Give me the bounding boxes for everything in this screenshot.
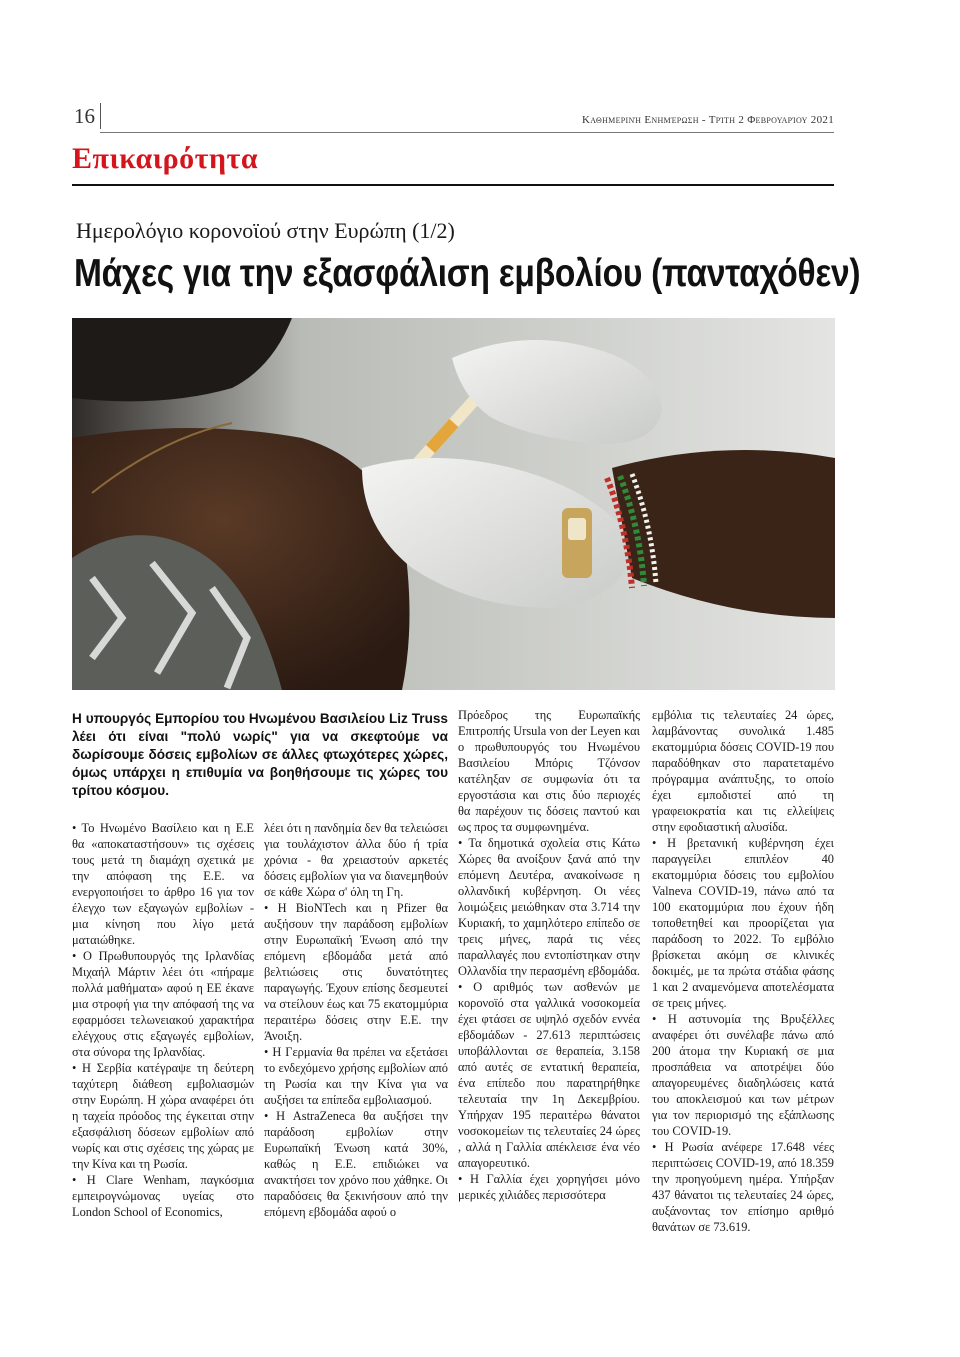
running-head: Καθημερινή Ενημέρωση - Τρίτη 2 Φεβρουαρίου 2021 [582,114,834,126]
section-rule [72,184,834,186]
page-number: 16 [74,104,95,128]
paragraph: • Η βρετανική κυβέρνηση έχει παραγγείλει επιπλέον 40 εκατομμύρια δόσεις του εμβολίου Valneva COVID-19, πάνω από τα 100 εκατομμύρια που έχουν ήδη τοποθετηθεί και προορίζεται για παράδοση το 2022. Το εμβόλιο βρίσκεται ακόμη σε κλινικές δοκιμές, με τα πρώτα στάδια φάσης 1 και 2 αναμενόμενα αποτελέσματα σε τρεις μήνες. [652,836,834,1010]
paragraph: • Η Γερμανία θα πρέπει να εξετάσει το ενδεχόμενο χρήσης εμβολίων από τη Ρωσία και την Κίνα για να αυξήσει τα επίπεδα εμβολιασμού. [264,1045,448,1107]
paragraph: εμβόλια τις τελευταίες 24 ώρες, λαμβάνοντας συνολικά 1.485 εκατομμύρια δόσεις COVID-19 που παραδόθηκαν στο παρατεταμένο πρόγραμμα ανάπτυξης, το οποίο έχει εμποδιστεί από τη γραφειοκρατία και τις ελλείψεις στην εφοδιαστική αλυσίδα. [652,708,834,834]
paragraph: • Η Ρωσία ανέφερε 17.648 νέες περιπτώσεις COVID-19, από 18.359 την προηγούμενη ημέρα. Υπήρξαν 437 θάνατοι τις τελευταίες 24 ώρες, αυξάνοντας τον επίσημο αριθμό θανάτων σε 73.619. [652,1140,834,1234]
paragraph: • Ο αριθμός των ασθενών με κορονοϊό στα γαλλικά νοσοκομεία έχει φτάσει σε υψηλό σχεδόν εννέα εβδομάδων - 27.613 περιπτώσεις υποβάλλονται σε θεραπεία, 3.158 από αυτές σε εντατική θεραπεία, ένα επίπεδο που παρατηρήθηκε τελευταία την 1η Δεκεμβρίου. Υπήρχαν 195 περαιτέρω θάνατοι νοσοκομείων τις τελευταίες 24 ώρες , αλλά η Γαλλία απέκλεισε ένα νέο απαγορευτικό. [458,980,640,1170]
page-number-divider [100,103,101,129]
article-headline: Μάχες για την εξασφάλιση εμβολίου (πανταχόθεν) [74,252,861,295]
paragraph: • Η AstraZeneca θα αυξήσει την παράδοση εμβολίων στην Ευρωπαϊκή Ένωση κατά 30%, καθώς η Ε.Ε. επιδιώκει να ανακτήσει τον χρόνο που χάθηκε. Οι παραδόσεις θα ξεκινήσουν από την επόμενη εβδομάδα αφού ο [264,1109,448,1219]
vaccination-photo [72,318,835,690]
paragraph: λέει ότι η πανδημία δεν θα τελειώσει για τουλάχιστον άλλα δύο ή τρία χρόνια - θα χρειαστούν αρκετές δόσεις εμβολίων για να διανεμηθούν σε κάθε Χώρα σ' όλη τη Γη. [264,821,448,899]
article-column-2 [264,820,448,1260]
article-kicker: Ημερολόγιο κορονοϊού στην Ευρώπη (1/2) [76,218,455,243]
paragraph: • Η αστυνομία της Βρυξέλλες αναφέρει ότι συνέλαβε πάνω από 200 άτομα την Κυριακή σε μια προσπάθεια να αποτρέψει δύο απαγορευμένες διαδηλώσεις κατά του αποκλεισμού και των μέτρων για τον περιορισμό της εξάπλωσης του COVID-19. [652,1012,834,1138]
paragraph: • Ο Πρωθυπουργός της Ιρλανδίας Μιχαήλ Μάρτιν λέει ότι «πήραμε πολλά μαθήματα» αφού η ΕΕ έκανε μια στροφή για την απόφασή της να εφαρμόσει τελωνειακού χαρακτήρα ελέγχους στις εξαγωγές εμβολίων, στα σύνορα της Ιρλανδίας. [72,949,254,1059]
article-column-3 [458,707,640,1263]
paragraph: • Το Ηνωμένο Βασίλειο και η Ε.Ε θα «αποκαταστήσουν» τις σχέσεις τους μετά τη διαμάχη σχετικά με την απόφαση της Ε.Ε. να ενεργοποιήσει το άρθρο 16 για τον έλεγχο των εξαγωγών εμβολίων - μια κίνηση που λίγο μετά ματαιώθηκε. [72,821,254,947]
article-column-4 [652,707,834,1263]
article-lead: Η υπουργός Εμπορίου του Ηνωμένου Βασιλείου Liz Truss λέει ότι είναι "πολύ νωρίς" για να σκεφτούμε να δωρίσουμε δόσεις εμβολίων σε άλλες φτωχότερες χώρες, όμως υπάρχει η επιθυμία να βοηθήσουμε τις χώρες του τρίτου κόσμου. [72,711,448,798]
article-column-1 [72,820,254,1260]
paragraph: • Η Γαλλία έχει χορηγήσει μόνο μερικές χιλιάδες περισσότερα [458,1172,640,1202]
header-rule [100,132,834,133]
paragraph: • Η BioNTech και η Pfizer θα αυξήσουν την παράδοση εμβολίων στην Ευρωπαϊκή Ένωση από την επόμενη εβδομάδα μετά από βελτιώσεις στις δυνατότητες παραγωγής. Έχουν επίσης δεσμευτεί να στείλουν έως και 75 εκατομμύρια περαιτέρω δόσεις στην Ε.Ε. την Άνοιξη. [264,901,448,1043]
paragraph: Πρόεδρος της Ευρωπαϊκής Επιτροπής Ursula von der Leyen και ο πρωθυπουργός του Ηνωμένου Βασιλείου Μπόρις Τζόνσον κατέληξαν σε συμφωνία ότι τα εργοστάσια και στις δύο περιοχές θα παρέχουν τις δόσεις παντού και ως προς τα συμφωνημένα. [458,708,640,834]
section-title: Επικαιρότητα [72,142,259,175]
paragraph: • Η Clare Wenham, παγκόσμια εμπειρογνώμονας υγείας στο London School of Economics, [72,1173,254,1219]
paragraph: • Τα δημοτικά σχολεία στις Κάτω Χώρες θα ανοίξουν ξανά από την επόμενη Δευτέρα, ανακοίνωσε η ολλανδική κυβέρνηση. Οι νέες λοιμώξεις μειώθηκαν στα 3.714 την Κυριακή, το χαμηλότερο επίπεδο σε τρεις μήνες, παρά τις νέες παραλλαγές που εντοπίστηκαν στην Ολλανδία την περασμένη εβδομάδα. [458,836,640,978]
paragraph: • Η Σερβία κατέγραψε τη δεύτερη ταχύτερη διάθεση εμβολιασμών στην Ευρώπη. Η χώρα αναφέρει ότι η ταχεία πρόοδος της έγκειται στην εξασφάλιση δόσεων εμβολίων από νωρίς και στις σχέσεις της χώρας με την Κίνα και τη Ρωσία. [72,1061,254,1171]
